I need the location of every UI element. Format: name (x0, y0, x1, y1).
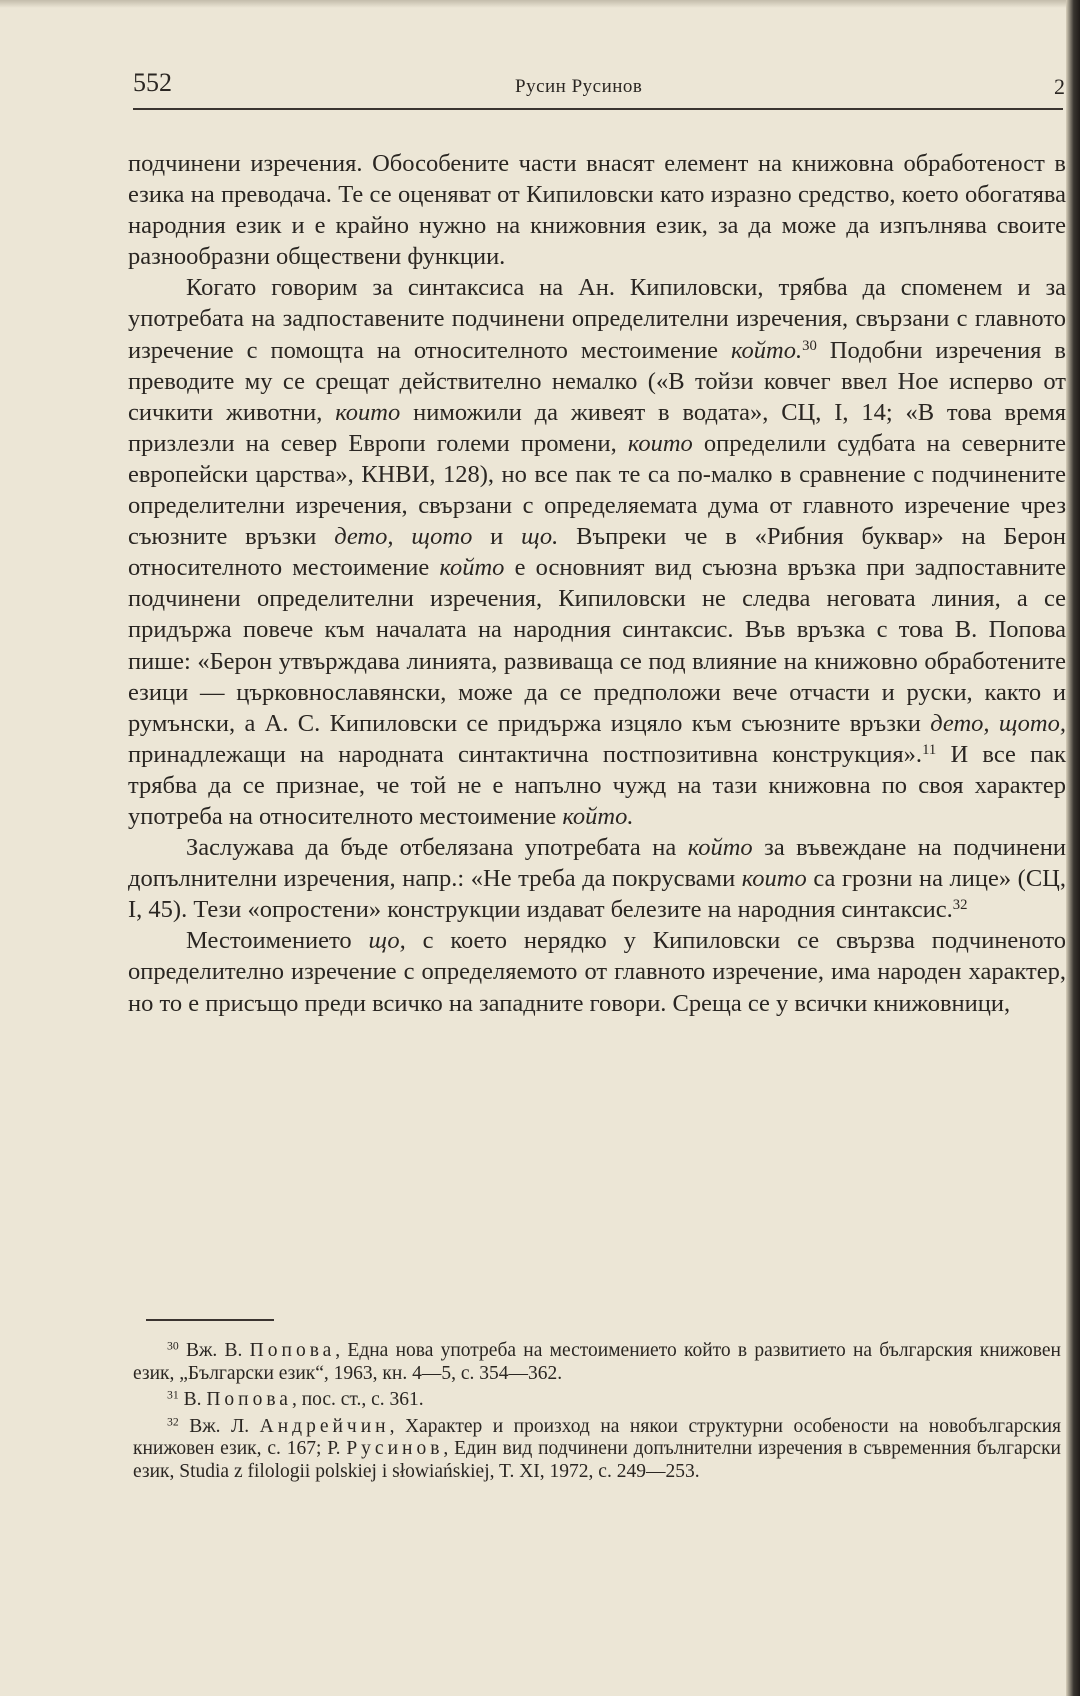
footnote-31: $^{31}$ В. Попова, пос. ст., с. 361. (167, 1388, 424, 1410)
paragraph-3: Заслужава да бъде отбелязана употребата на който за въвеждане на подчинени допълнителни изречения, напр.: «Не треба да покрусвами които са грозни на лице» (СЦ, I, 45). Тези «опростени» конструкции издават белезите на народния синтаксис.$^{32}$ (128, 834, 1067, 924)
page-binding-edge (1066, 0, 1080, 1696)
next-page-edge-number: 2 (1054, 74, 1065, 99)
paragraph-2: Когато говорим за синтаксиса на Ан. Кипиловски, трябва да споменем и за употребата на задпоставените подчинени определителни изречения, свързани с главното изречение с помощта на относителното местоимение който.$^{30}$ Подобни изречения в преводите му се срещат действително немалко («В тойзи ковчег ввел Ное исперво от сичкити животни, които ниможили да живеят в водата», СЦ, I, 14; «В това время призлезли на север Европи големи промени, които определили судбата на северните европейски царства», КНВИ, 128), но все пак те са по-малко в сравнение с подчинените определителни изречения, свързани с определяемата дума от главното изречение чрез съюзните връзки дето, щото и що. Въпреки че в «Рибния буквар» на Берон относителното местоимение който е основният вид съюзна връзка при задпоставните подчинени определителни изречения, Кипиловски не следва неговата линия, а се придържа повече към началата на народния синтаксис. Във връзка с това В. Попова пише: «Берон утвърждава линията, развиваща се под влияние на книжовно обработените езици — църковнославянски, може да се предположи вече отчасти и руски, както и румънски, а А. С. Кипиловски се придържа изцяло към съюзните връзки дето, щото, принадлежащи на народната синтактична постпозитивна конструкция».$^{11}$ И все пак трябва да се признае, че той не е напълно чужд на тази книжовна по своя характер употреба на относителното местоимение който. (128, 274, 1067, 830)
page-number: 552 (133, 68, 172, 97)
footnotes-rule (146, 1319, 274, 1321)
paragraph-4: Местоимението що, с което нерядко у Кипиловски се свързва подчиненото определително изречение с определяемото от главното изречение, има народен характер, но то е присъщо преди всичко на западните говори. Среща се у всички книжовници, (128, 927, 1066, 1017)
page-header (133, 68, 1065, 108)
running-title: Русин Русинов (515, 76, 643, 97)
footnote-ref-30[interactable]: 30 (802, 337, 817, 354)
footnote-ref-31[interactable]: 11 (922, 741, 937, 758)
footnote-30: $^{30}$ Вж. В. Попова, Една нова употреба на местоимението който в развитието на българския книжовен език, „Български език“, 1963, кн. 4—5, с. 354—362. (133, 1339, 1061, 1384)
footnotes (133, 1340, 1061, 1487)
footnote-32: $^{32}$ Вж. Л. Андрейчин, Характер и произход на някои структурни особености на новобългарския книжовен език, с. 167; Р. Русинов, Един вид подчинени допълнителни изречения в съвременния български език, Studia z filologii polskiej i słowiańskiej, T. XI, 1972, с. 249—253. (133, 1415, 1061, 1482)
paragraph-1: подчинени изречения. Обособените части внасят елемент на книжовна обработеност в езика на преводача. Те се оценяват от Кипиловски като изразно средство, което обогатява народния език и е крайно нужно на книжовния език, за да може да изпълнява своите разнообразни обществени функции. (128, 150, 1066, 271)
header-rule (133, 108, 1063, 110)
footnote-ref-32[interactable]: 32 (952, 897, 968, 914)
body-text (128, 148, 1066, 1019)
scan-top-shadow (0, 0, 1080, 8)
